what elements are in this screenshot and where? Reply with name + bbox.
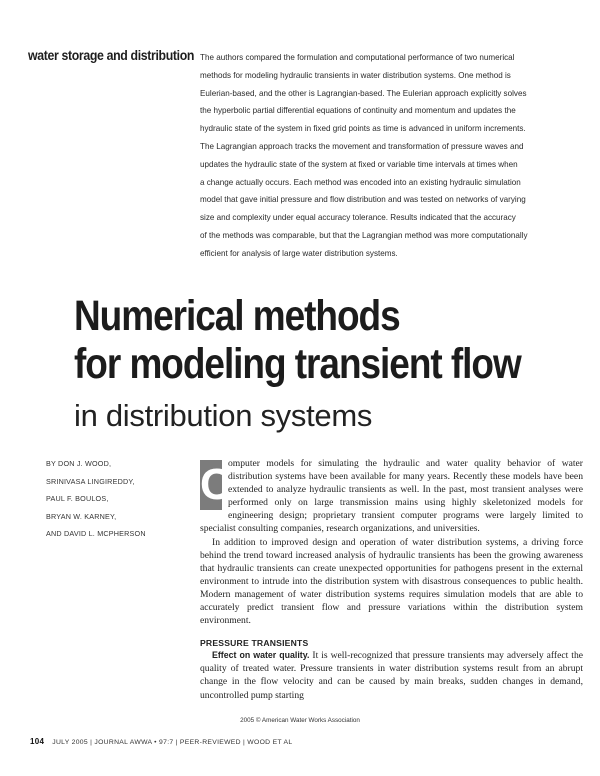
section-tag: water storage and distribution [28,47,195,63]
abstract-line: model that gave initial pressure and flow distribution and was tested on networks of varying [200,195,526,205]
article-body [200,457,583,702]
abstract-line: The authors compared the formulation and computational performance of two numerical [200,53,515,62]
abstract-line: of the methods was comparable, but that the Lagrangian method was more computationally [200,230,528,240]
page-number: 104 [30,737,45,746]
section-heading: PRESSURE TRANSIENTS [200,638,309,649]
run-in-heading: Effect on water quality. [212,650,310,661]
author: BY DON J. WOOD, [46,459,112,468]
drop-cap: C [200,460,232,509]
author: SRINIVASA LINGIREDDY, [46,476,135,486]
paragraph-text: It is well-recognized that pressure transients may adversely affect the quality of treated water. Pressure transients in water distribution systems result from an abrupt change in the flow velocity and can be caused by main breaks, sudden changes in demand, uncontrolled pump starting [200,650,584,701]
article-title [74,292,521,388]
author: PAUL F. BOULOS, [46,494,109,504]
copyright-notice: 2005 © American Water Works Association [240,717,360,724]
page-footer [30,737,292,746]
title-line-2: for modeling transient flow [74,340,521,388]
abstract-line: efficient for analysis of large water distribution systems. [200,248,398,258]
abstract-line: The Lagrangian approach tracks the movement and transformation of pressure waves and [200,141,524,151]
paragraph-intro [200,457,583,536]
abstract-line: hydraulic state of the system in fixed grid points as time is advanced in uniform increments. [200,124,526,134]
author-list [46,455,196,543]
abstract-line: the hyperbolic partial differential equations of continuity and momentum and updates the [200,106,516,116]
abstract-line: a change actually occurs. Each method was encoded into an existing hydraulic simulation [200,177,521,187]
article-subtitle: in distribution systems [74,398,373,433]
paragraph: In addition to improved design and operation of water distribution systems, a driving force behind the trend toward increased analysis of hydraulic transients has been the growing awareness that hydraulic transients can create unexpected opportunities for pathogens present in the external environment to intrude into the distribution system with disastrous consequences to public health. Modern management of water distribution systems requires simulation models that are able to accurately predict transient flow and pressure variations within the distribution system environment. [200,536,583,627]
abstract-line: updates the hydraulic state of the system at fixed or variable time intervals at times when [200,159,518,169]
title-line-1: Numerical methods [74,292,400,340]
abstract-line: Eulerian-based, and the other is Lagrangian-based. The Eulerian approach explicitly solves [200,88,527,98]
author: AND DAVID L. MCPHERSON [46,529,146,539]
abstract [200,49,576,263]
abstract-line: size and complexity under equal accuracy tolerance. Results indicated that the accuracy [200,213,516,223]
paragraph [200,649,583,701]
paragraph-text: omputer models for simulating the hydraulic and water quality behavior of water distribution systems have been available for many years. Recently these models have been extended to analyze hydraulic transients as well. In the past, most transient analyses were performed only on large transmission mains using highly skeletonized models for engineering design; proprietary transient computer programs were largely limited to specialist consulting companies, research organizations, and universities. [200,458,583,535]
author: BRYAN W. KARNEY, [46,511,117,521]
abstract-line: methods for modeling hydraulic transients in water distribution systems. One method is [200,70,511,80]
running-footer: JULY 2005 | JOURNAL AWWA • 97:7 | PEER-REVIEWED | WOOD ET AL [52,739,293,746]
